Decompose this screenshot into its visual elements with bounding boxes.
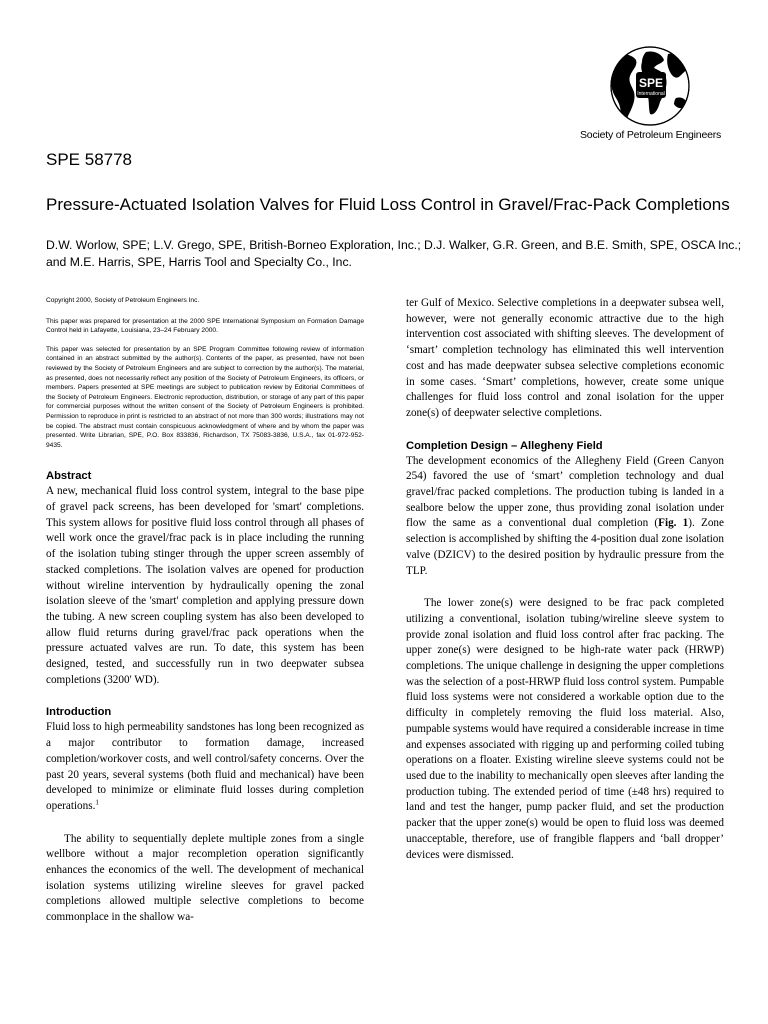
introduction-paragraph-1	[46, 720, 364, 814]
left-column	[46, 296, 364, 926]
authors: D.W. Worlow, SPE; L.V. Grego, SPE, British-Borneo Exploration, Inc.; D.J. Walker, G.R. Green, and B.E. Smith, SPE, OSCA Inc.; and M.E. Harris, SPE, Harris Tool and Specialty Co., Inc.	[46, 238, 742, 269]
completion-design-paragraph-2: The lower zone(s) were designed to be frac pack completed utilizing a conventional, isolation tubing/wireline sleeve system to provide zonal isolation and fluid loss control after frac packing. The upper zone(s) were designed to be high-rate water pack (HRWP) completions. The unique challenge in designing the upper completions was the selection of a post-HRWP fluid loss control system. Pumpable fluid loss systems were not considered a workable option due to the difficulty in completely removing the fluid loss material. Also, pumpable systems would have required a considerable increase in time and expenses associated with rigging up and performing coiled tubing operations on a floater. Existing wireline sleeve systems could not be used due to the inability to mechanically open sleeves after landing the production tubing. The extended period of time (±48 hrs) required to land and test the hanger, pump packer fluid, and set the production packer that the upper zone(s) would be open to fluid loss was deemed unacceptable, therefore, use of frangible flappers and ‘ball dropper’ devices were dismissed.	[406, 597, 724, 861]
continued-paragraph: ter Gulf of Mexico. Selective completions in a deepwater subsea well, however, were not generally economic attractive due to the high intervention cost associated with shifting sleeves. The development of ‘smart’ completion technology has eliminated this well intervention cost and has made deepwater subsea selective completions economic in some cases. ‘Smart’ completions, however, create some unique challenges for fluid loss control and zonal isolation for the upper zone(s) of deepwater selective completions.	[406, 297, 724, 419]
globe-icon	[576, 46, 718, 130]
paper-title: Pressure-Actuated Isolation Valves for Fluid Loss Control in Gravel/Frac-Pack Completions	[46, 195, 730, 214]
reference-marker: 1	[95, 798, 99, 807]
figure-reference: Fig. 1	[658, 517, 689, 530]
copyright-notice: Copyright 2000, Society of Petroleum Engineers Inc.	[46, 297, 200, 304]
abstract-text: A new, mechanical fluid loss control system, integral to the base pipe of gravel pack screens, has been developed for 'smart' completions. This system allows for positive fluid loss control through all phases of well work once the gravel/frac pack is in place including the running of the isolation tubing stinger through the upper screen assembly of stacked completions. The isolation valves are opened for production without wireline intervention by hydraulically opening the zonal isolation sleeve of the 'smart' completion and applying pressure down the tubing. A new screen coupling system has also been developed to allow fluid returns during gravel/frac pack operations when the pressure actuated valves are run. To date, this system has been designed, tested, and successfully run in two deepwater subsea completions (3200' WD).	[46, 485, 364, 686]
completion-p1-text-a: The development economics of the Allegheny Field (Green Canyon 254) favored the use of ‘smart’ completion technology and dual gravel/frac packed completions. The production tubing is landed in a sealbore below the upper zone, thus providing zonal isolation under flow the same as a conventional dual completion (	[406, 454, 724, 530]
presentation-notice: This paper was prepared for presentation at the 2000 SPE International Symposium on Formation Damage Control held in Lafayette, Louisiana, 23–24 February 2000.	[46, 317, 364, 335]
paper-number: SPE 58778	[46, 150, 133, 169]
completion-p1-text-b: ). Zone selection is accomplished by shifting the 4-position dual zone isolation valve (DZICV) to the desired position by hydraulic pressure from the TLP.	[406, 517, 724, 577]
logo-society-name: Society of Petroleum Engineers	[580, 129, 722, 141]
completion-design-heading: Completion Design – Allegheny Field	[406, 439, 603, 452]
spe-logo	[576, 46, 722, 146]
selection-notice: This paper was selected for presentation by an SPE Program Committee following review of information contained in an abstract submitted by the author(s). Contents of the paper, as presented, have not been reviewed by the Society of Petroleum Engineers and are subject to correction by the author(s). The material, as presented, does not necessarily reflect any position of the Society of Petroleum Engineers, its officers, or members. Papers presented at SPE meetings are subject to publication review by Editorial Committees of the Society of Petroleum Engineers. Electronic reproduction, distribution, or storage of any part of this paper for commercial purposes without the written consent of the Society of Petroleum Engineers is prohibited. Permission to reproduce in print is restricted to an abstract of not more than 300 words; illustrations may not be copied. The abstract must contain conspicuous acknowledgment of where and by whom the paper was presented. Write Librarian, SPE, P.O. Box 833836, Richardson, TX 75083-3836, U.S.A., fax 01-972-952-9435.	[46, 345, 364, 449]
badge-bottom: International	[637, 91, 665, 97]
abstract-heading: Abstract	[46, 470, 92, 483]
introduction-heading: Introduction	[46, 706, 112, 719]
introduction-p1-text: Fluid loss to high permeability sandstones has long been recognized as a major contributor to formation damage, increased completion/workover costs, and well control/safety concerns. Over the past 20 years, several systems (both fluid and mechanical) have been developed to minimize or eliminate fluid losses during completion operations.	[46, 721, 364, 812]
badge-top: SPE	[638, 76, 664, 90]
completion-design-paragraph-1	[406, 454, 724, 580]
introduction-paragraph-2: The ability to sequentially deplete multiple zones from a single wellbore without a major recompletion operation significantly enhances the economics of the well. The development of mechanical isolation systems utilizing wireline sleeves for gravel packed completions allowed multiple selective completions to become commonplace in the shallow wa-	[46, 832, 364, 924]
right-column	[406, 296, 724, 863]
